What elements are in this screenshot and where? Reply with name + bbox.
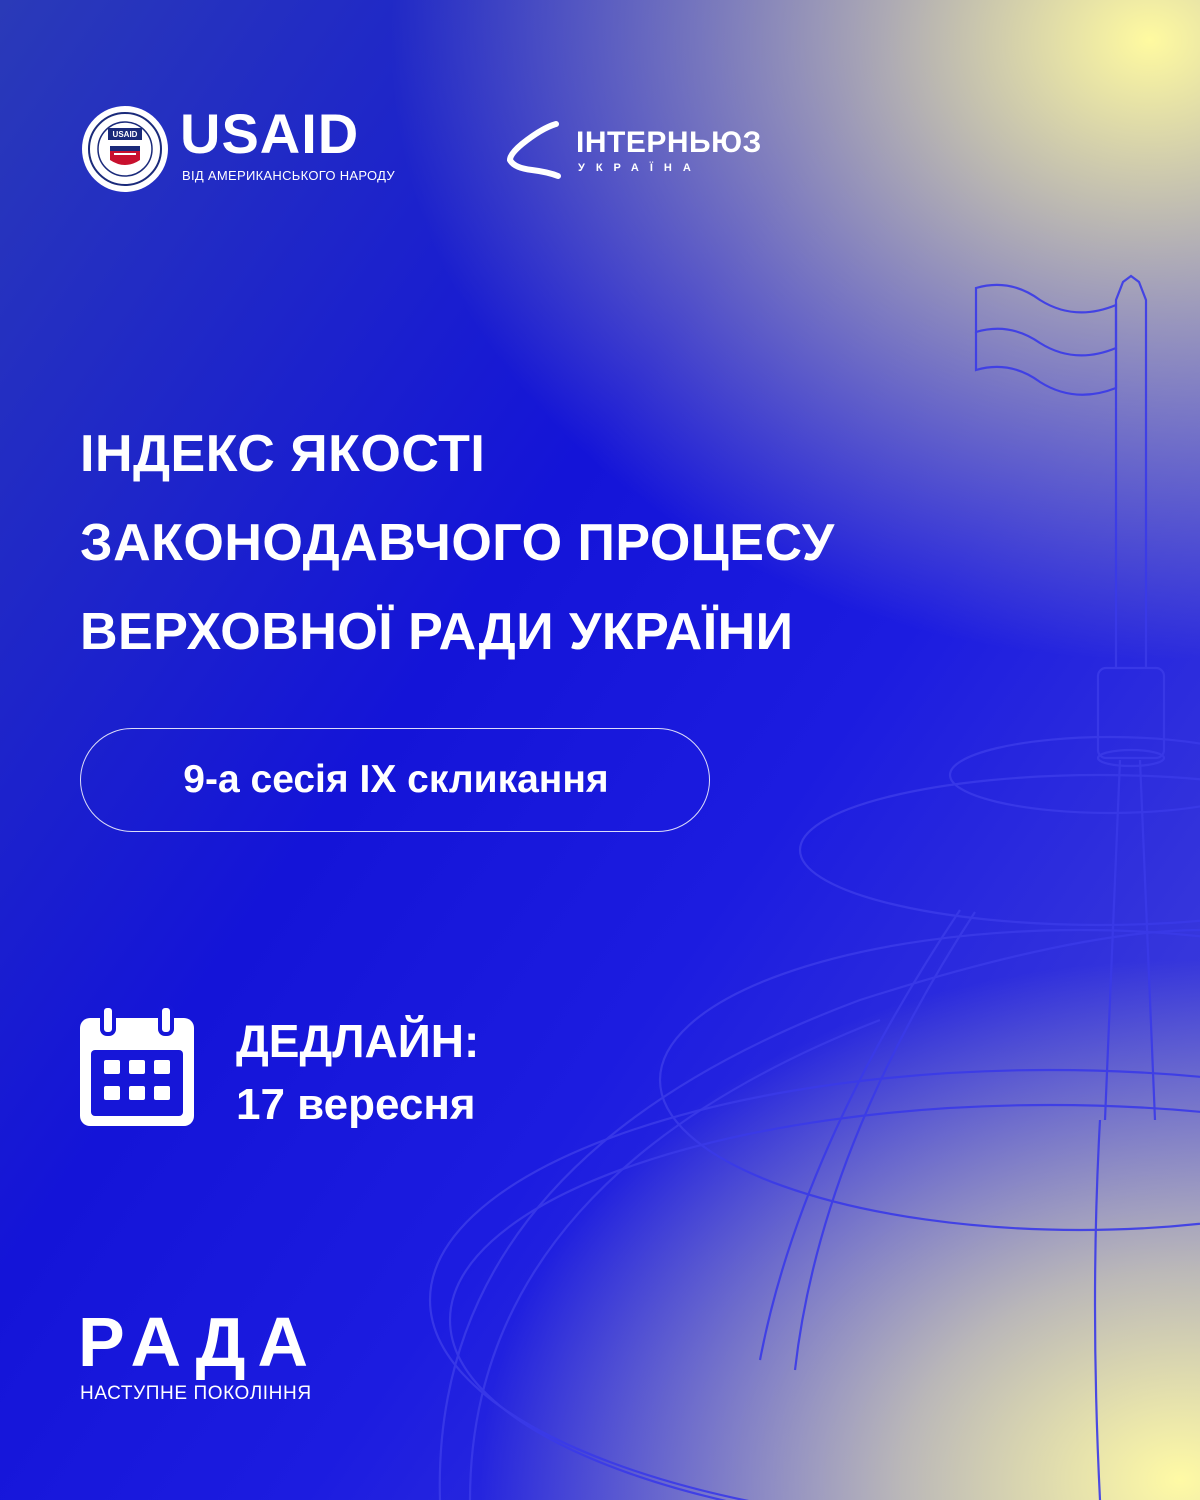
usaid-seal-icon	[80, 104, 170, 194]
session-label: 9-а сесія IX скликання	[183, 758, 609, 801]
page-title	[80, 410, 835, 677]
usaid-logo	[80, 104, 400, 194]
session-badge	[80, 728, 710, 832]
title-line-2: ЗАКОНОДАВЧОГО ПРОЦЕСУ	[80, 514, 835, 572]
internews-tagline: УКРАЇНА	[578, 162, 702, 174]
calendar-icon	[78, 1004, 196, 1128]
title-line-3: ВЕРХОВНОЇ РАДИ УКРАЇНИ	[80, 603, 794, 661]
usaid-tagline: ВІД АМЕРИКАНСЬКОГО НАРОДУ	[182, 168, 395, 183]
usaid-name: USAID	[180, 102, 360, 165]
svg-text:USAID: USAID	[112, 130, 138, 139]
internews-name: ІНТЕРНЬЮЗ	[576, 126, 762, 159]
internews-mark-icon	[502, 118, 570, 182]
rada-logo-tagline: НАСТУПНЕ ПОКОЛІННЯ	[80, 1383, 312, 1404]
internews-logo	[502, 118, 772, 182]
deadline-label: ДЕДЛАЙН:	[236, 1015, 480, 1067]
rada-logo-name: РАДА	[78, 1303, 321, 1381]
title-line-1: ІНДЕКС ЯКОСТІ	[80, 425, 486, 483]
deadline-date: 17 вересня	[236, 1080, 476, 1129]
